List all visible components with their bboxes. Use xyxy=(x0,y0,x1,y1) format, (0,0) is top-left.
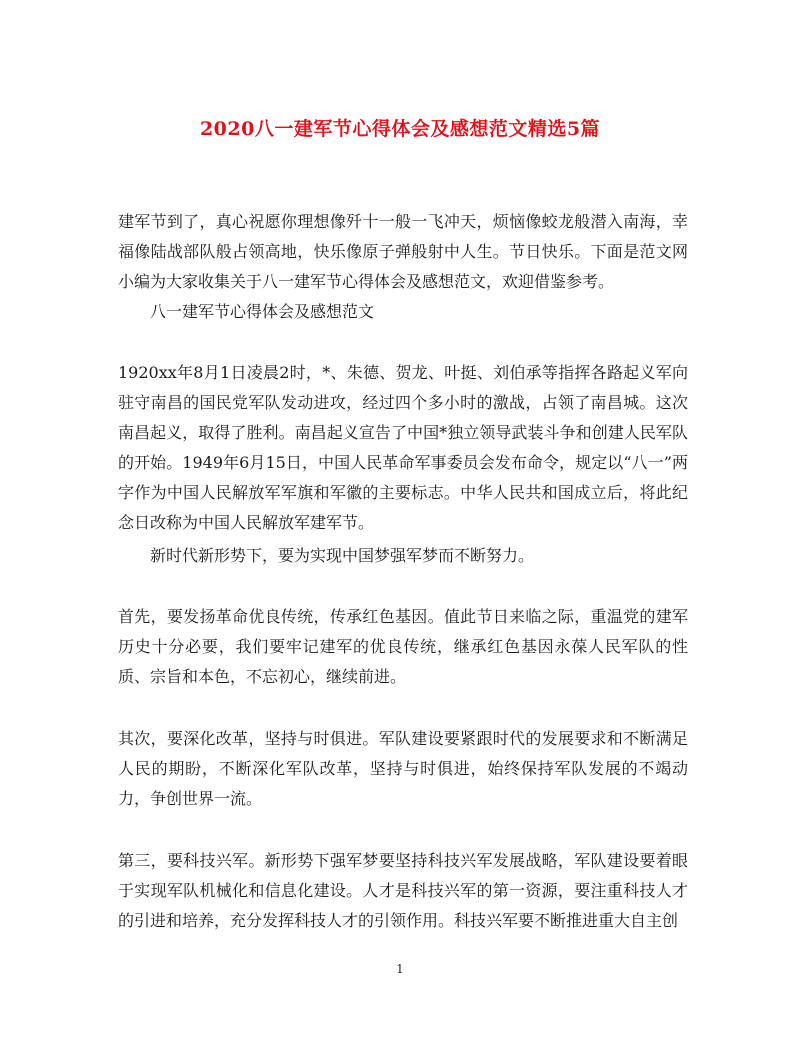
second-point-paragraph: 其次，要深化改革，坚持与时俱进。军队建设要紧跟时代的发展要求和不断满足人民的期盼，不断深化军队改革，坚持与时俱进，始终保持军队发展的不竭动力，争创世界一流。 xyxy=(118,729,688,808)
intro-paragraph: 建军节到了，真心祝愿你理想像歼十一般一飞冲天，烦恼像蛟龙般潜入南海，幸福像陆战部队般占领高地，快乐像原子弹般射中人生。节日快乐。下面是范文网小编为大家收集关于八一建军节心得体会及感想范文，欢迎借鉴参考。 xyxy=(118,212,688,291)
page-number: 1 xyxy=(396,962,404,976)
document-title: 2020八一建军节心得体会及感想范文精选5篇 xyxy=(199,118,601,140)
history-paragraph: 1920xx年8月1日凌晨2时，*、朱德、贺龙、叶挺、刘伯承等指挥各路起义军向驻守南昌的国民党军队发动进攻，经过四个多小时的激战，占领了南昌城。这次南昌起义，取得了胜利。南昌起义宣告了中国*独立领导武装斗争和创建人民军队的开始。1949年6月15日，中国人民革命军事委员会发布命令，规定以“八一”两字作为中国人民解放军军旗和军徽的主要标志。中华人民共和国成立后，将此纪念日改称为中国人民解放军建军节。 xyxy=(118,363,688,532)
third-point-paragraph: 第三，要科技兴军。新形势下强军梦要坚持科技兴军发展战略，军队建设要着眼于实现军队机械化和信息化建设。人才是科技兴军的第一资源，要注重科技人才的引进和培养，充分发挥科技人才的引领作用。科技兴军要不断推进重大自主创 xyxy=(118,851,688,930)
first-point-paragraph: 首先，要发扬革命优良传统，传承红色基因。值此节日来临之际，重温党的建军历史十分必要，我们要牢记建军的优良传统，继承红色基因永葆人民军队的性质、宗旨和本色，不忘初心，继续前进。 xyxy=(118,607,688,686)
new-era-paragraph: 新时代新形势下，要为实现中国梦强军梦而不断努力。 xyxy=(150,546,535,565)
section-heading: 八一建军节心得体会及感想范文 xyxy=(150,302,375,321)
